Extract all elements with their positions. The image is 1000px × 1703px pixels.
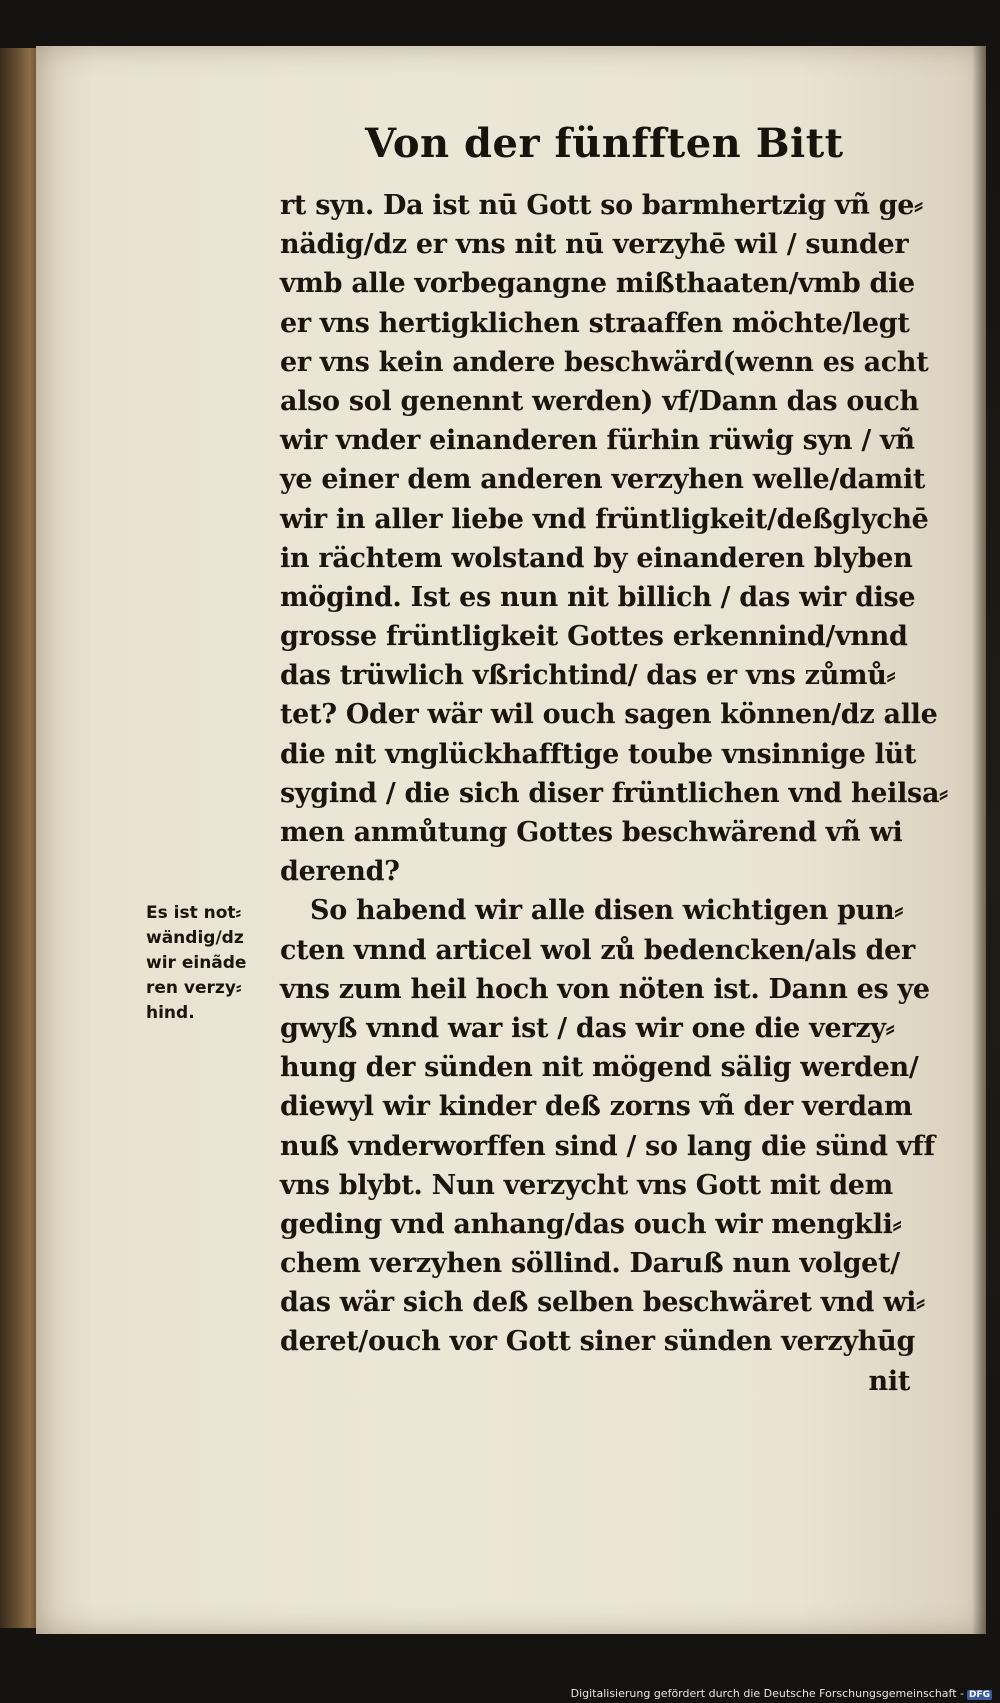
text-line: derend? xyxy=(280,856,400,888)
paragraph-start-line: So habend wir alle disen wichtigen pun⸗ xyxy=(310,895,904,927)
text-line: men anmůtung Gottes beschwärend vñ wi xyxy=(280,817,903,848)
text-line: das trüwlich vßrichtind/ das er vns zůmů⸗ xyxy=(280,660,896,692)
body-text xyxy=(280,186,950,1401)
text-line: diewyl wir kinder deß zorns vñ der verdam xyxy=(280,1091,913,1123)
marginal-note xyxy=(146,901,276,1026)
marginal-note-line: Es ist not⸗ xyxy=(146,903,242,923)
text-line: er vns kein andere beschwärd(wenn es acht xyxy=(280,346,929,378)
marginal-note-line: wändig/dz xyxy=(146,928,244,948)
text-line: vns zum heil hoch von nöten ist. Dann es ye xyxy=(280,973,930,1005)
text-line: cten vnnd articel wol zů bedencken/als der xyxy=(280,934,915,966)
page-gutter-shadow xyxy=(972,46,986,1634)
text-line: gwyß vnnd war ist / das wir one die verzy⸗ xyxy=(280,1012,895,1044)
text-line: chem verzyhen söllind. Daruß nun volget/ xyxy=(280,1248,900,1280)
text-line: er vns hertigklichen straaffen möchte/legt xyxy=(280,307,910,339)
text-line: in rächtem wolstand by einanderen blyben xyxy=(280,542,913,574)
footer-credit-text: Digitalisierung gefördert durch die Deutsche Forschungsgemeinschaft - xyxy=(570,1687,964,1700)
text-line: deret/ouch vor Gott siner sünden verzyhūg xyxy=(280,1326,916,1358)
footer-credit xyxy=(571,1687,992,1700)
text-line: vmb alle vorbegangne mißthaaten/vmb die xyxy=(280,268,915,300)
text-line: hung der sünden nit mögend sälig werden/ xyxy=(280,1052,919,1084)
text-line: nuß vnderworffen sind / so lang die sünd vff xyxy=(280,1130,935,1162)
text-line: tet? Oder wär wil ouch sagen können/dz alle xyxy=(280,699,938,731)
running-head: Von der fünfften Bitt xyxy=(365,120,844,167)
text-line: das wär sich deß selben beschwäret vnd wi⸗ xyxy=(280,1287,925,1319)
text-line: nädig/dz er vns nit nū verzyhē wil / sunder xyxy=(280,229,909,261)
marginal-note-line: wir einãde xyxy=(146,953,247,973)
text-line: mögind. Ist es nun nit billich / das wir dise xyxy=(280,581,916,613)
text-line: rt syn. Da ist nū Gott so barmhertzig vñ ge⸗ xyxy=(280,190,923,221)
marginal-note-line: ren verzy⸗ xyxy=(146,978,242,998)
text-line: grosse früntligkeit Gottes erkennind/vnnd xyxy=(280,621,908,653)
dfg-logo: DFG xyxy=(968,1690,990,1700)
text-line: die nit vnglückhafftige toube vnsinnige lüt xyxy=(280,738,917,770)
catchword: nit xyxy=(868,1365,910,1397)
text-line: geding vnd anhang/das ouch wir mengkli⸗ xyxy=(280,1208,902,1240)
text-line: vns blybt. Nun verzycht vns Gott mit dem xyxy=(280,1169,893,1201)
text-line: also sol genennt werden) vf/Dann das ouch xyxy=(280,385,919,417)
text-line: ye einer dem anderen verzyhen welle/damit xyxy=(280,464,926,496)
text-line: wir in aller liebe vnd früntligkeit/deßglychē xyxy=(280,503,929,535)
text-line: wir vnder einanderen fürhin rüwig syn / vñ xyxy=(280,425,915,457)
marginal-note-line: hind. xyxy=(146,1003,195,1023)
text-line: sygind / die sich diser früntlichen vnd heilsa⸗ xyxy=(280,777,948,809)
